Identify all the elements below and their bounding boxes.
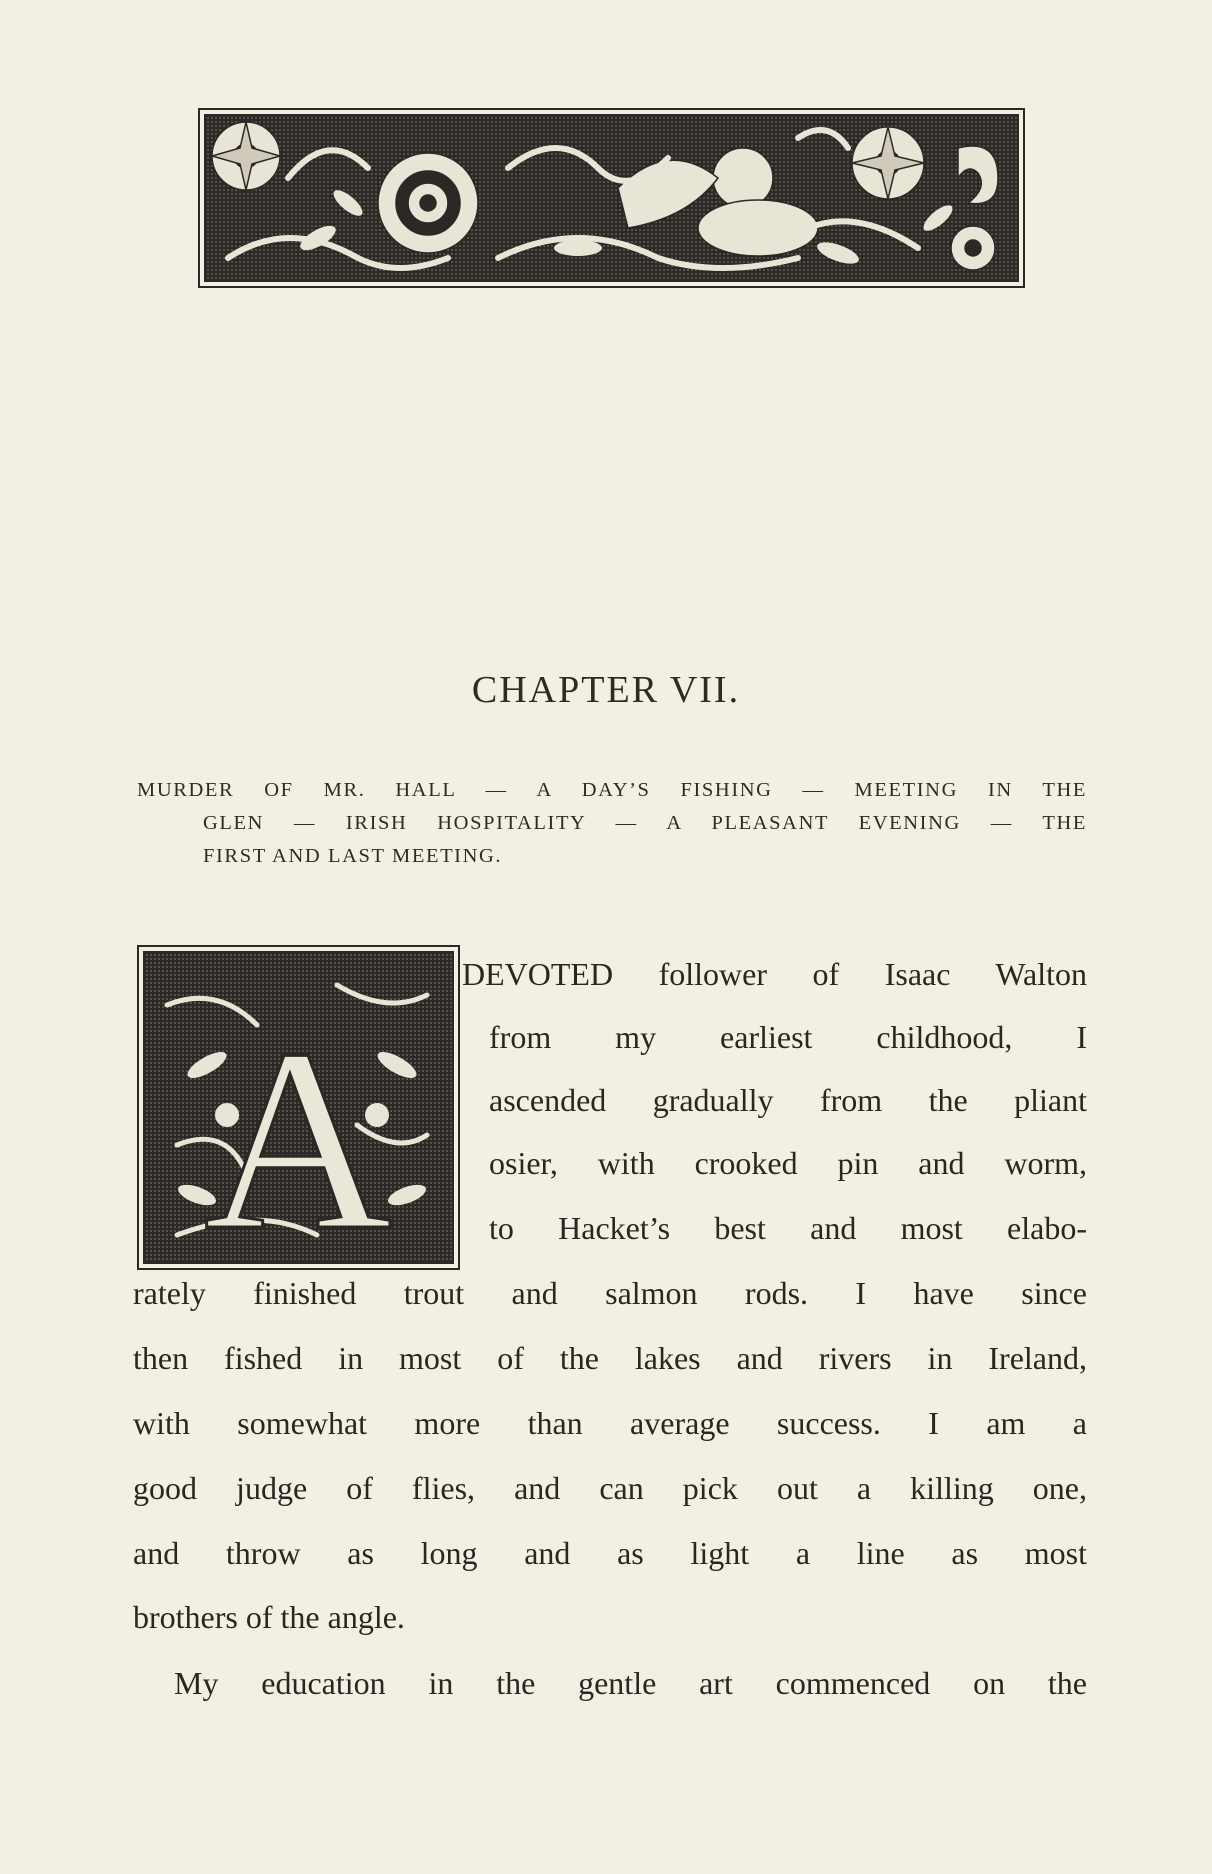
dropcap-ornament xyxy=(137,945,460,1270)
summary-line: GLEN — IRISH HOSPITALITY — A PLEASANT EVENING — THE xyxy=(203,812,1087,834)
chapter-summary xyxy=(137,774,1087,873)
body-line: osier, with crooked pin and worm, xyxy=(489,1145,1087,1181)
ornamental-headpiece xyxy=(198,108,1025,288)
summary-line: FIRST AND LAST MEETING. xyxy=(203,845,503,867)
body-line: DEVOTED follower of Isaac Walton xyxy=(462,956,1087,992)
body-line: rately finished trout and salmon rods. I have since xyxy=(133,1275,1087,1311)
body-line: ascended gradually from the pliant xyxy=(489,1082,1087,1118)
body-line: to Hacket’s best and most elabo- xyxy=(489,1210,1087,1246)
body-line: then fished in most of the lakes and rivers in Ireland, xyxy=(133,1340,1087,1376)
chapter-title: CHAPTER VII. xyxy=(471,669,741,711)
body-line: from my earliest childhood, I xyxy=(489,1019,1087,1055)
body-line: good judge of flies, and can pick out a killing one, xyxy=(133,1470,1087,1506)
dropcap-letter: A xyxy=(204,996,392,1270)
body-line: brothers of the angle. xyxy=(133,1599,405,1635)
body-line: with somewhat more than average success. I am a xyxy=(133,1405,1087,1441)
paragraph-line: My education in the gentle art commenced on the xyxy=(174,1665,1087,1701)
body-line: and throw as long and as light a line as most xyxy=(133,1535,1087,1571)
summary-line: MURDER OF MR. HALL — A DAY’S FISHING — MEETING IN THE xyxy=(137,779,1087,801)
